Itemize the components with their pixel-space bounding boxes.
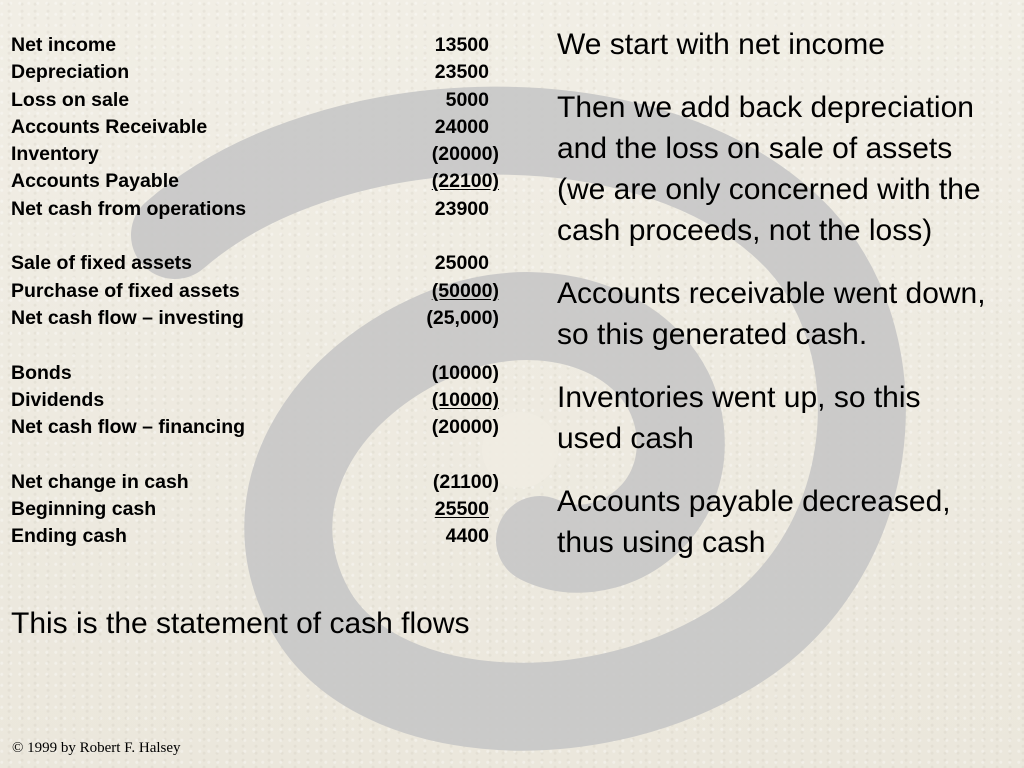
statement-row-beginning-cash [11, 496, 501, 523]
row-value: (25,000) [426, 306, 499, 329]
row-value: 23500 [434, 61, 489, 84]
row-label: Net income [11, 34, 117, 56]
row-value: (50000) [431, 279, 499, 302]
row-label: Beginning cash [11, 498, 157, 521]
section-spacer [11, 332, 501, 359]
row-label: Net cash flow – investing [11, 306, 244, 329]
row-label: Purchase of fixed assets [11, 279, 240, 302]
row-value: 25000 [434, 252, 489, 275]
statement-row-net-income [11, 32, 501, 59]
statement-row-accounts-payable [11, 168, 501, 195]
statement-row-loss-on-sale [11, 87, 501, 114]
statement-row-net-cash-financing [11, 414, 501, 441]
row-value: (20000) [431, 416, 499, 439]
row-label: Loss on sale [11, 88, 130, 111]
statement-row-accounts-receivable [11, 114, 501, 141]
statement-caption: This is the statement of cash flows [11, 607, 470, 640]
row-label: Net change in cash [11, 470, 189, 493]
statement-row-net-cash-operations [11, 196, 501, 223]
row-value: 25500 [434, 498, 489, 521]
statement-row-dividends [11, 387, 501, 414]
section-spacer [11, 223, 501, 250]
row-label: Inventory [11, 143, 99, 166]
row-value: (20000) [431, 143, 499, 166]
row-value: 4400 [445, 525, 489, 548]
row-value: (10000) [431, 388, 499, 411]
statement-row-bonds [11, 360, 501, 387]
statement-row-net-change-cash [11, 469, 501, 496]
row-label: Bonds [11, 361, 72, 384]
copyright-footer: © 1999 by Robert F. Halsey [12, 740, 181, 756]
row-label: Accounts Receivable [11, 115, 208, 138]
row-label: Net cash from operations [11, 197, 247, 220]
note-paragraph: We start with net income [557, 28, 885, 61]
row-value: (22100) [431, 170, 499, 193]
note-paragraph: Accounts payable decreased, thus using cash [557, 485, 951, 559]
statement-row-depreciation [11, 59, 501, 86]
statement-row-ending-cash [11, 523, 501, 550]
row-value: 23900 [434, 197, 489, 220]
note-paragraph: Accounts receivable went down, so this generated cash. [557, 277, 986, 351]
explanation-notes [557, 24, 987, 585]
row-value: 24000 [434, 115, 489, 138]
row-value: 13500 [434, 34, 489, 56]
note-paragraph: Then we add back depreciation and the loss on sale of assets (we are only concerned with the cash proceeds, not the loss) [557, 91, 981, 247]
row-label: Dividends [11, 388, 105, 411]
row-label: Accounts Payable [11, 170, 179, 193]
row-label: Sale of fixed assets [11, 252, 193, 275]
row-value: 5000 [445, 88, 489, 111]
statement-row-inventory [11, 141, 501, 168]
cash-flow-statement [11, 32, 501, 551]
row-label: Ending cash [11, 525, 127, 548]
note-paragraph: Inventories went up, so this used cash [557, 381, 921, 455]
row-value: (10000) [431, 361, 499, 384]
statement-row-net-cash-investing [11, 305, 501, 332]
row-label: Depreciation [11, 61, 130, 84]
statement-row-sale-fixed-assets [11, 250, 501, 277]
statement-row-purchase-fixed-assets [11, 278, 501, 305]
row-label: Net cash flow – financing [11, 416, 246, 439]
row-value: (21100) [432, 470, 499, 493]
section-spacer [11, 441, 501, 468]
